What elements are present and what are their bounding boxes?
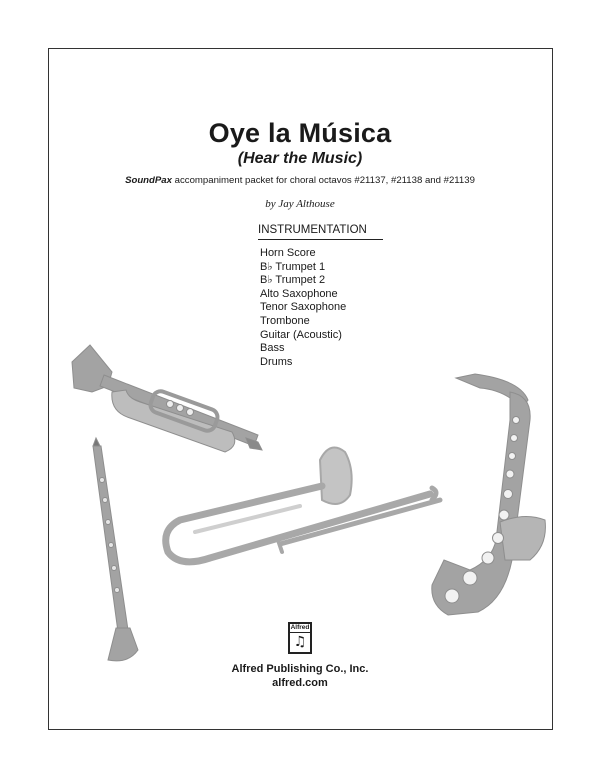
publisher-name: Alfred Publishing Co., Inc. bbox=[231, 663, 369, 675]
page-title: Oye la Música bbox=[208, 118, 392, 148]
instrumentation-heading: INSTRUMENTATION bbox=[258, 224, 383, 240]
soundpax-brand: SoundPax bbox=[125, 175, 172, 186]
list-item: Horn Score bbox=[260, 247, 316, 259]
clarinet-icon bbox=[93, 438, 138, 661]
list-item: B♭ Trumpet 1 bbox=[260, 260, 326, 273]
alfred-logo-icon bbox=[288, 622, 312, 654]
trumpet-icon bbox=[72, 345, 262, 452]
page-subtitle: (Hear the Music) bbox=[237, 150, 363, 167]
saxophone-icon bbox=[432, 374, 546, 615]
alfred-logo-mark: ♫ bbox=[293, 634, 307, 650]
alfred-logo-word: Alfred bbox=[290, 624, 310, 631]
list-item: Drums bbox=[260, 355, 293, 368]
packet-text: accompaniment packet for choral octavos #21137, #21138 and #21139 bbox=[174, 175, 475, 186]
list-item: Guitar (Acoustic) bbox=[260, 328, 342, 341]
list-item: Tenor Saxophone bbox=[260, 301, 347, 314]
list-item: Alto Saxophone bbox=[260, 287, 338, 300]
byline: by Jay Althouse bbox=[265, 198, 335, 210]
trombone-icon bbox=[166, 448, 440, 562]
list-item: Trombone bbox=[260, 314, 310, 327]
list-item: B♭ Trumpet 2 bbox=[260, 274, 326, 287]
publisher-url[interactable]: alfred.com bbox=[272, 677, 328, 689]
list-item: Bass bbox=[260, 342, 285, 355]
